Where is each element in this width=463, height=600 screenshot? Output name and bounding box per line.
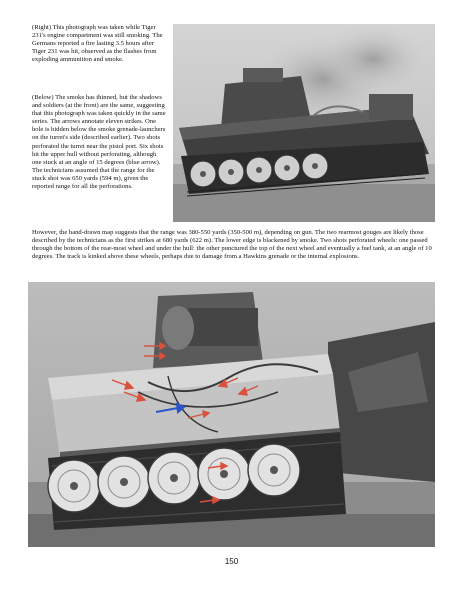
photo-tiger-annotated-strikes xyxy=(28,282,435,547)
photo-tiger-smoking xyxy=(173,24,435,222)
caption-below-photo: (Below) The smoke has thinned, but the shadows and soldiers (at the front) are the same, suggesting that this photograph was taken quickly in the same series. The arrows annotate eleven strikes. One hole is hidden below the smoke grenade-launchers on the turret's side (described earlier). Two shots perforated the turret near the pistol port. Six shots hit the upper hull without perforating, although one stuck at an angle of 15 degrees (blue arrow). The technicians assumed that the range for the stuck shot was 650 yards (594 m), given the reported range for all the perforations. xyxy=(32,94,166,191)
caption-continued: However, the hand-drawn map suggests that the range was 380-550 yards (350-500 m), depending on gun. The two rearmost gouges are likely those described by the technicians as the first strikes at 680 yards (622 m). The lower edge is blackened by smoke. Two shots perforated wheels: one passed through the bottom of the rear-most wheel and under the hull: the other punctured the top of the next wheel and eventually a fuel tank, at an angle of 10 degrees. The track is kinked above these wheels, perhaps due to damage from a Hawkins grenade or the internal explosions. xyxy=(32,229,432,261)
page-number: 150 xyxy=(224,557,239,566)
caption-right-photo: (Right) This photograph was taken while Tiger 231's engine compartment was still smoking. The Germans reported a fire lasting 3.5 hours after Tiger 231 was hit, observed as the flashes from exploding ammunition and smoke. xyxy=(32,24,163,64)
